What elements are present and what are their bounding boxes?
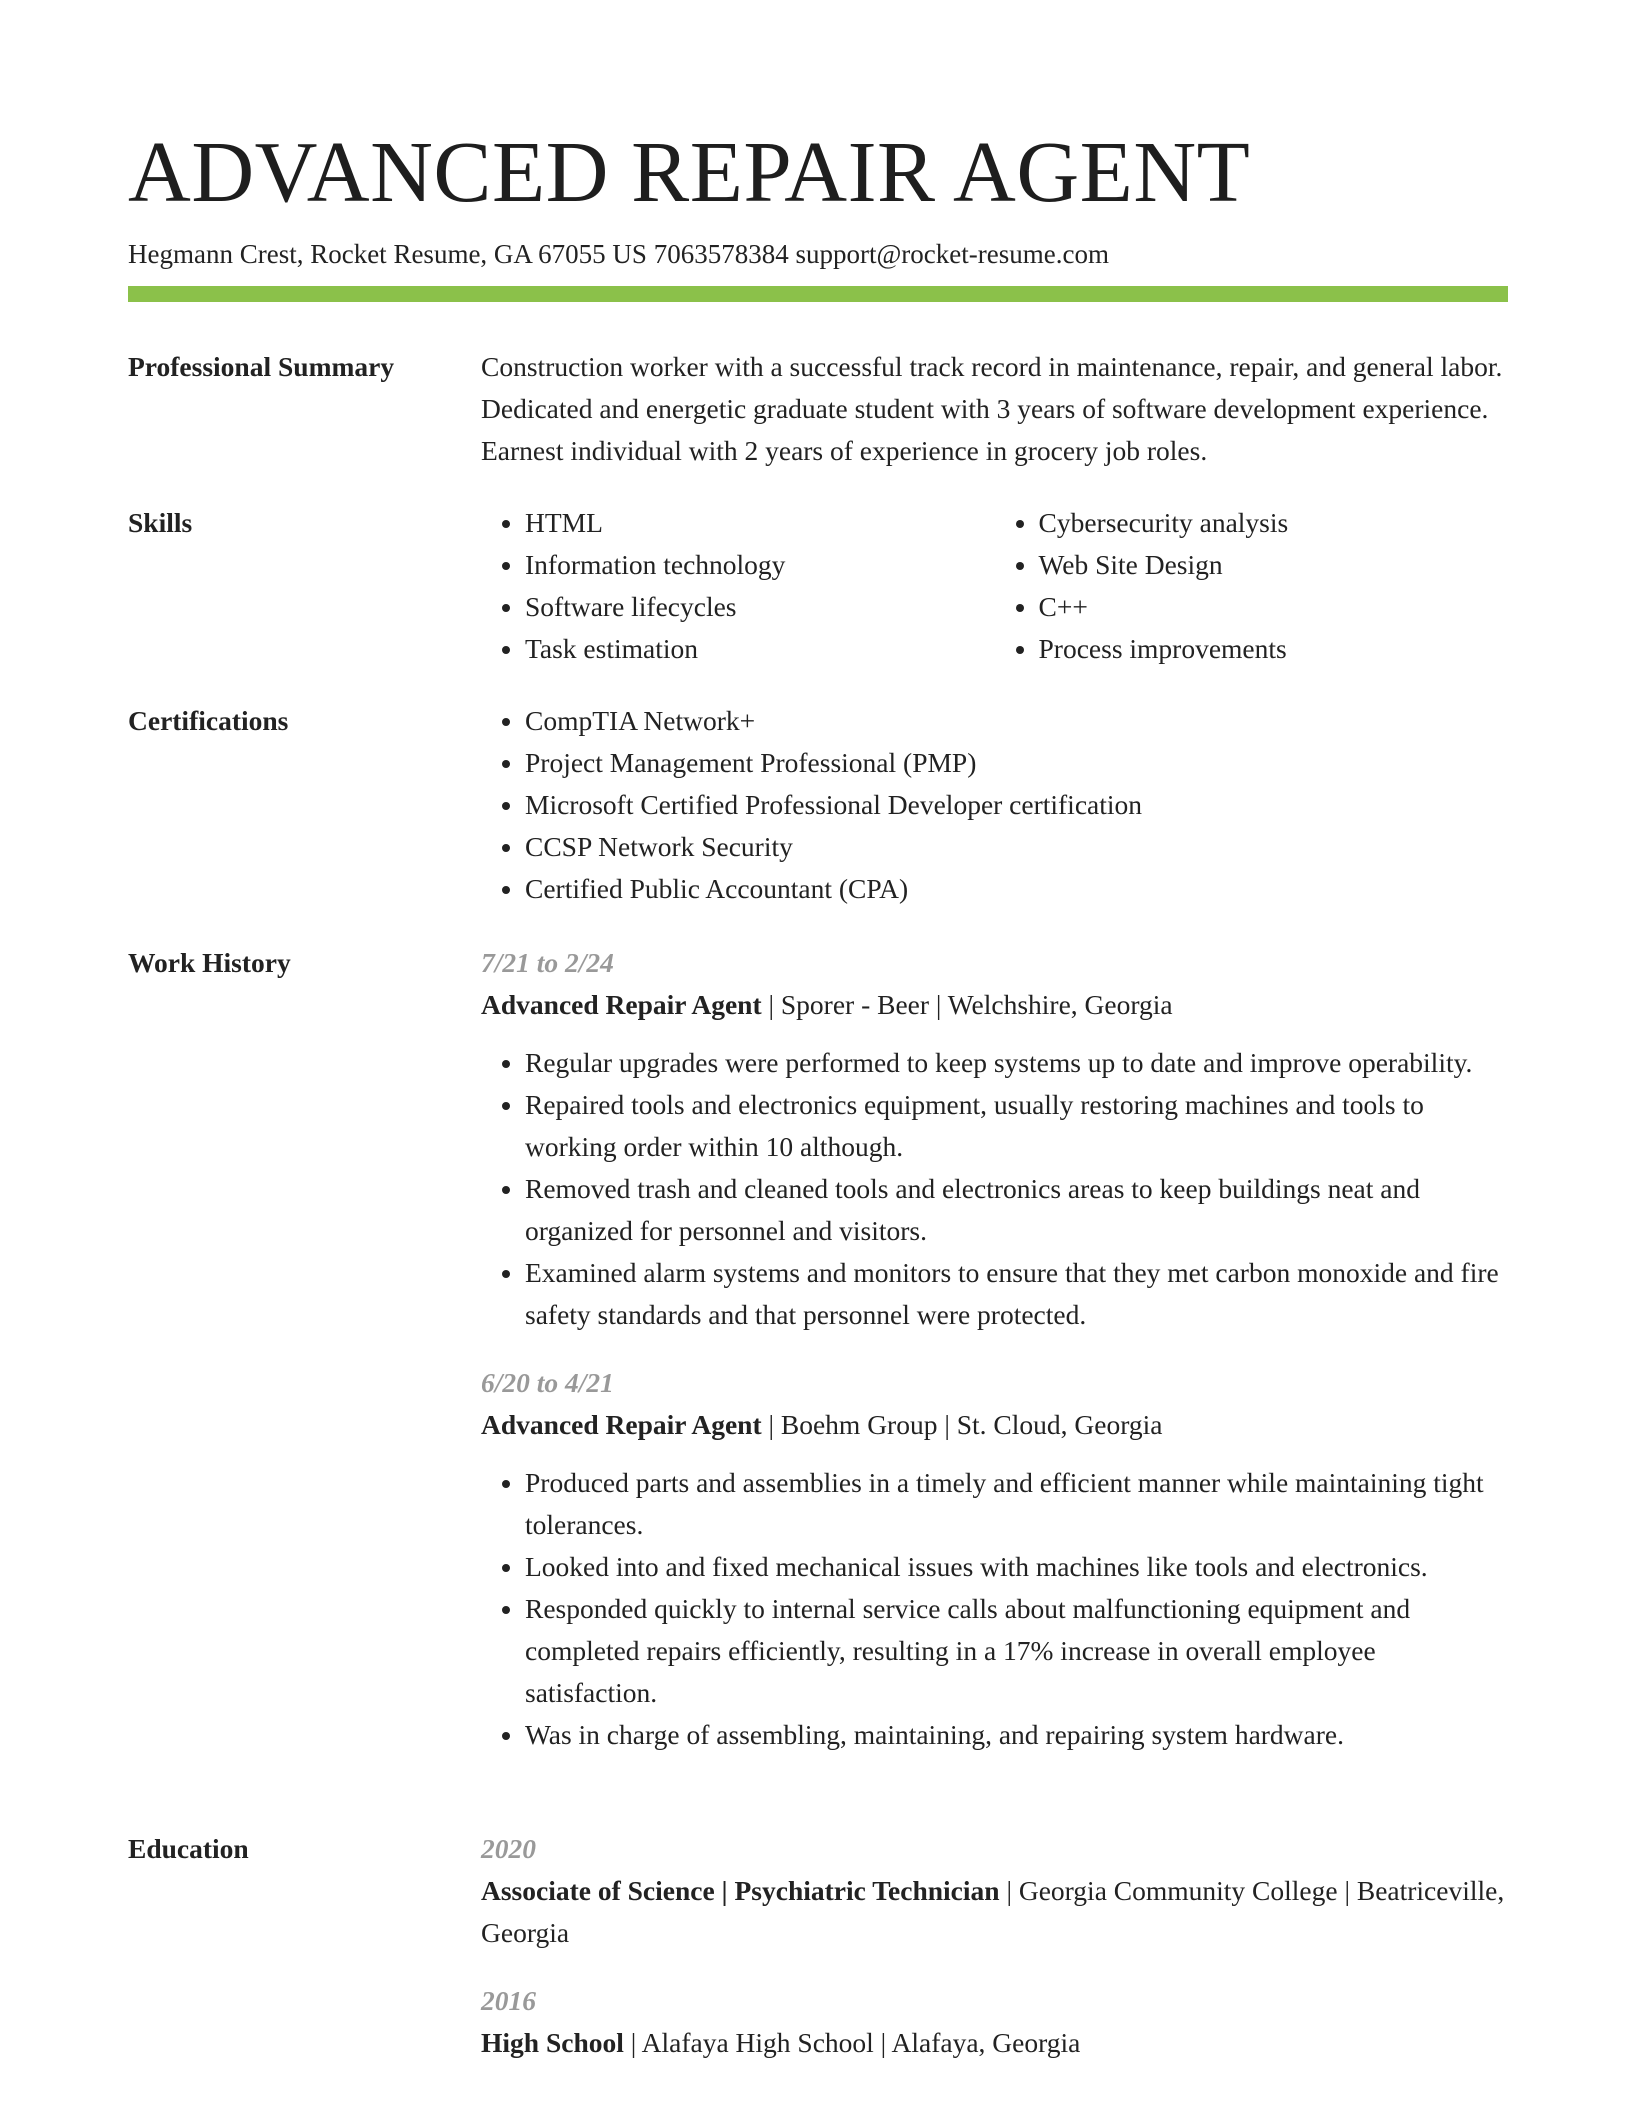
education-year: 2016 <box>481 1985 536 2016</box>
job-details: | Sporer - Beer | Welchshire, Georgia <box>761 989 1173 1020</box>
skill-item: • Process improvements <box>1039 628 1509 670</box>
job-title: Advanced Repair Agent <box>481 1409 762 1440</box>
header-divider <box>128 286 1508 302</box>
skills-list <box>481 502 1508 670</box>
job-title: Advanced Repair Agent <box>481 989 762 1020</box>
job-bullet: • Produced parts and assemblies in a timely and efficient manner while maintaining tight tolerances. <box>525 1462 1508 1546</box>
education-label: Education <box>128 1833 249 1864</box>
certification-item: • CCSP Network Security <box>525 826 1508 868</box>
education-list <box>481 1828 1508 2064</box>
resume-header <box>128 118 1508 272</box>
education-heading <box>481 2022 1508 2064</box>
job-bullets <box>481 1462 1508 1756</box>
job-bullet: • Examined alarm systems and monitors to ensure that they met carbon monoxide and fire safety standards and that personnel were protected. <box>525 1252 1508 1336</box>
summary-label: Professional Summary <box>128 351 395 382</box>
job-bullet: • Looked into and fixed mechanical issues with machines like tools and electronics. <box>525 1546 1508 1588</box>
job-bullet: • Removed trash and cleaned tools and electronics areas to keep buildings neat and organized for personnel and visitors. <box>525 1168 1508 1252</box>
certification-item: • Microsoft Certified Professional Developer certification <box>525 784 1508 826</box>
education-details: | Alafaya High School | Alafaya, Georgia <box>623 2027 1081 2058</box>
job-bullet: • Responded quickly to internal service calls about malfunctioning equipment and completed repairs efficiently, resulting in a 17% increase in overall employee satisfaction. <box>525 1588 1508 1714</box>
certification-item: • Project Management Professional (PMP) <box>525 742 1508 784</box>
skills-label: Skills <box>128 507 193 538</box>
skill-item: • Cybersecurity analysis <box>1039 502 1509 544</box>
education-degree: High School <box>481 2027 624 2058</box>
job-bullets <box>481 1042 1508 1336</box>
job-entry <box>481 942 1508 1336</box>
skill-item: • C++ <box>1039 586 1509 628</box>
skill-item: • HTML <box>525 502 995 544</box>
education-heading <box>481 1870 1508 1954</box>
job-heading <box>481 1404 1508 1446</box>
certifications-list <box>481 700 1508 910</box>
job-entry <box>481 1362 1508 1756</box>
certifications-label: Certifications <box>128 705 289 736</box>
skill-item: • Software lifecycles <box>525 586 995 628</box>
skills-column-1 <box>481 502 995 670</box>
education-details: | Georgia Community College | Beatriceville, Georgia <box>481 1875 1505 1948</box>
contact-info: Hegmann Crest, Rocket Resume, GA 67055 US 7063578384 support@rocket-resume.com <box>128 239 1109 269</box>
summary-text: Construction worker with a successful track record in maintenance, repair, and general labor. Dedicated and energetic graduate student with 3 years of software development experience. Earnest individual with 2 years of experience in grocery job roles. <box>481 351 1503 466</box>
education-entry <box>481 1828 1508 1954</box>
skill-item: • Web Site Design <box>1039 544 1509 586</box>
job-details: | Boehm Group | St. Cloud, Georgia <box>761 1409 1163 1440</box>
job-bullet: • Regular upgrades were performed to keep systems up to date and improve operability. <box>525 1042 1508 1084</box>
skill-item: • Information technology <box>525 544 995 586</box>
candidate-name: ADVANCED REPAIR AGENT <box>128 123 1251 220</box>
certification-item: • CompTIA Network+ <box>525 700 1508 742</box>
job-dates: 7/21 to 2/24 <box>481 947 614 978</box>
work-history-list <box>481 942 1508 1756</box>
skills-column-2 <box>995 502 1509 670</box>
education-entry <box>481 1980 1508 2064</box>
job-dates: 6/20 to 4/21 <box>481 1367 614 1398</box>
work-history-label: Work History <box>128 947 291 978</box>
education-degree: Associate of Science | Psychiatric Technician <box>481 1875 1000 1906</box>
skill-item: • Task estimation <box>525 628 995 670</box>
job-heading <box>481 984 1508 1026</box>
job-bullet: • Repaired tools and electronics equipment, usually restoring machines and tools to working order within 10 although. <box>525 1084 1508 1168</box>
education-year: 2020 <box>481 1833 536 1864</box>
certification-item: • Certified Public Accountant (CPA) <box>525 868 1508 910</box>
job-bullet: • Was in charge of assembling, maintaining, and repairing system hardware. <box>525 1714 1508 1756</box>
